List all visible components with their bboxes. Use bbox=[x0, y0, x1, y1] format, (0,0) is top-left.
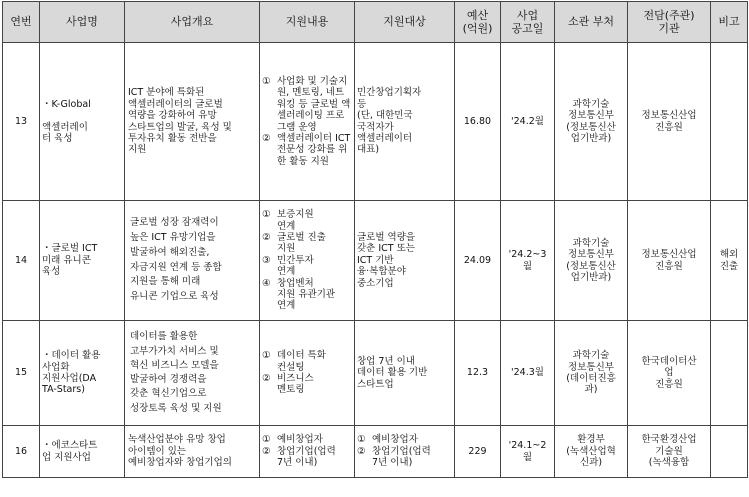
row-no: 15 bbox=[3, 321, 40, 426]
support-item: ② 글로벌 진출 지원 bbox=[262, 232, 326, 255]
support-item: ③ 민간투자 연계 bbox=[262, 254, 314, 278]
row-no: 13 bbox=[3, 43, 40, 201]
row-name: ・에코스타트 업 지원사업 bbox=[40, 426, 125, 478]
header-target: 지원대상 bbox=[355, 2, 455, 43]
header-note: 비고 bbox=[711, 2, 748, 43]
row-target: 창업 7년 이내 데이터 활용 기반 스타트업 bbox=[355, 321, 455, 426]
table-row bbox=[3, 43, 748, 201]
row-target: 민간창업기획자 등 (단, 대한민국 국적자가 액셀러레이터 대표) bbox=[355, 43, 455, 201]
header-ministry: 소관 부처 bbox=[555, 2, 628, 43]
row-overview: 녹색산업분야 유망 창업 아이템이 있는 예비창업자와 창업기업의 bbox=[125, 426, 260, 478]
row-support bbox=[260, 321, 355, 426]
row-agency: 한국데이터산 업 진흥원 bbox=[628, 321, 711, 426]
header-overview: 사업개요 bbox=[125, 2, 260, 43]
row-overview: ICT 분야에 특화된 액셀러레이터의 글로벌 역량을 강화하여 유망 스타트업의 발굴, 육성 및 투자유치 활동 전반을 지원 bbox=[125, 43, 260, 201]
row-ministry: 과학기술 정보통신부 (정보통신산 업기반과) bbox=[555, 201, 628, 321]
target-item: ① 예비창업자 bbox=[357, 434, 418, 446]
table-row bbox=[3, 426, 748, 478]
row-support bbox=[260, 201, 355, 321]
row-no: 14 bbox=[3, 201, 40, 321]
row-ministry: 과학기술 정보통신부 (데이터진흥 과) bbox=[555, 321, 628, 426]
row-name: ・데이터 활용 사업화 지원사업(DA TA-Stars) bbox=[40, 321, 125, 426]
row-name: ・글로벌 ICT 미래 유니콘 육성 bbox=[40, 201, 125, 321]
support-item: ① 보증지원 연계 bbox=[262, 209, 314, 232]
table-row bbox=[3, 201, 748, 321]
support-item: ① 데이터 특화 컨설팅 bbox=[262, 350, 326, 373]
row-budget: 16.80 bbox=[455, 43, 501, 201]
row-note bbox=[711, 426, 748, 478]
row-date: '24.2~3 월 bbox=[501, 201, 555, 321]
header-agency: 전담(주관) 기관 bbox=[628, 2, 711, 43]
row-agency: 정보통신산업 진흥원 bbox=[628, 43, 711, 201]
row-budget: 24.09 bbox=[455, 201, 501, 321]
row-note bbox=[711, 321, 748, 426]
table-row bbox=[3, 321, 748, 426]
row-ministry: 과학기술 정보통신부 (정보통신산 업기반과) bbox=[555, 43, 628, 201]
business-table bbox=[2, 1, 748, 478]
header-date: 사업 공고일 bbox=[501, 2, 555, 43]
row-support bbox=[260, 43, 355, 201]
row-date: '24.1~2 월 bbox=[501, 426, 555, 478]
support-item: ④ 창업벤처 지원 유관기관 연계 bbox=[262, 277, 336, 312]
header-name: 사업명 bbox=[40, 2, 125, 43]
support-item: ① 예비창업자 bbox=[262, 434, 323, 446]
support-item: ② 액셀러레이터 ICT 전문성 강화를 위한 활동 지원 bbox=[262, 132, 351, 167]
row-budget: 12.3 bbox=[455, 321, 501, 426]
row-budget: 229 bbox=[455, 426, 501, 478]
row-agency: 한국환경산업 기술원 (녹색융합 bbox=[628, 426, 711, 478]
row-date: '24.3월 bbox=[501, 321, 555, 426]
header-support: 지원내용 bbox=[260, 2, 355, 43]
row-ministry: 환경부 (녹색산업혁 신과) bbox=[555, 426, 628, 478]
header-row bbox=[3, 2, 748, 43]
support-item: ② 창업기업(업력 7년 이내) bbox=[262, 445, 336, 469]
support-item: ① 사업화 및 기술지원, 멘토링, 네트워킹 등 글로벌 액셀러레이팅 프로그램 운영 bbox=[262, 75, 351, 133]
row-note bbox=[711, 43, 748, 201]
support-item: ② 비즈니스 멘토링 bbox=[262, 373, 314, 396]
target-item: ② 창업기업(업력 7년 이내) bbox=[357, 445, 431, 469]
row-support bbox=[260, 426, 355, 478]
header-no: 연번 bbox=[3, 2, 40, 43]
row-target bbox=[355, 426, 455, 478]
row-date: '24.2월 bbox=[501, 43, 555, 201]
row-no: 16 bbox=[3, 426, 40, 478]
header-budget: 예산 (억원) bbox=[455, 2, 501, 43]
row-overview: 글로벌 성장 잠재력이 높은 ICT 유망기업을 발굴하여 해외진출, 자금지원 연계 등 종합 지원을 통해 미래 유니콘 기업으로 육성 bbox=[125, 201, 260, 321]
row-target: 글로벌 역량을 갖춘 ICT 또는 ICT 기반 융·복합분야 중소기업 bbox=[355, 201, 455, 321]
row-name: ・K-Global 액셀러레이 터 육성 bbox=[40, 43, 125, 201]
row-overview: 데이터를 활용한 고부가가치 서비스 및 혁신 비즈니스 모델을 발굴하여 경쟁력을 갖춘 혁신기업으로 성장토록 육성 및 지원 bbox=[125, 321, 260, 426]
row-note: 해외 진출 bbox=[711, 201, 748, 321]
row-agency: 정보통신산업 진흥원 bbox=[628, 201, 711, 321]
